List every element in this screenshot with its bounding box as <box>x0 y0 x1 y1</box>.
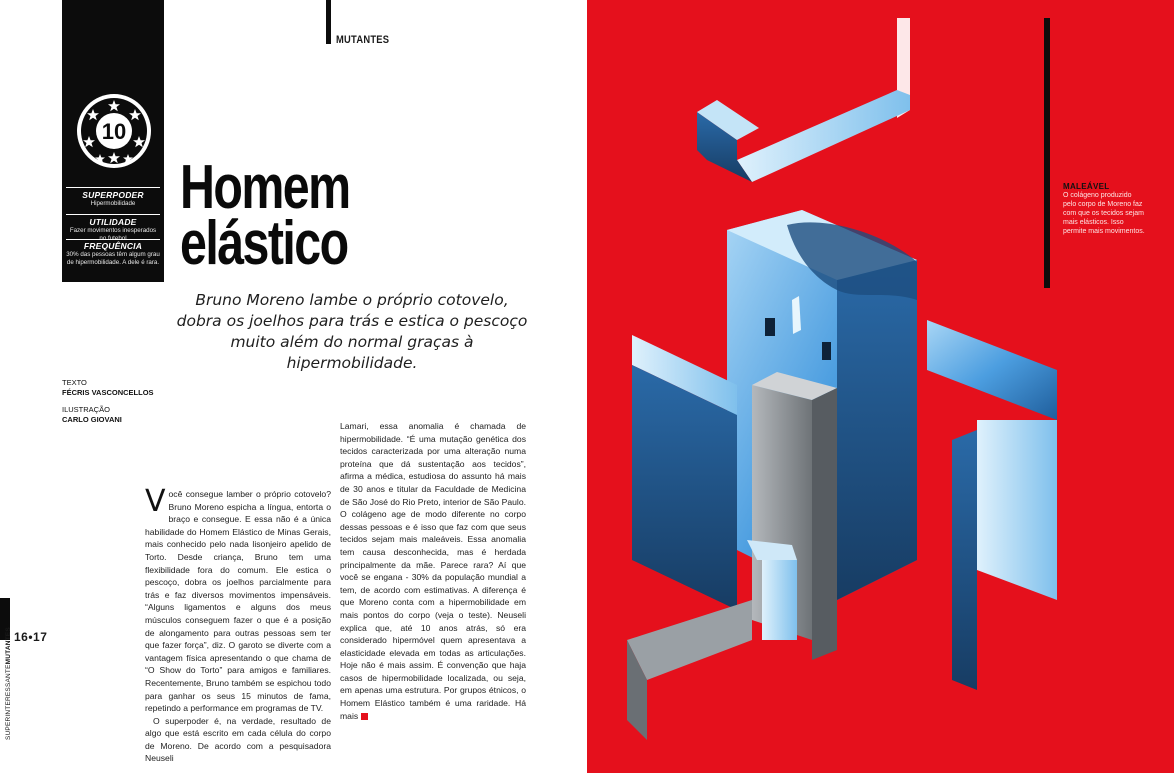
info-divider <box>66 239 160 240</box>
section-label: MUTANTES <box>336 34 390 46</box>
info-box <box>62 0 164 282</box>
info-value: Hipermobilidade <box>90 200 136 207</box>
credit-name: FÉCRIS VASCONCELLOS <box>62 387 154 397</box>
info-value: 30% das pessoas têm algum grau de hipermobilidade. A dele é rara. <box>66 251 160 266</box>
body-column-1 <box>145 484 331 765</box>
body-paragraph <box>145 484 331 715</box>
credit-name: CARLO GIOVANI <box>62 414 122 424</box>
section-marker <box>326 0 331 44</box>
caption-text: O colágeno produzido pelo corpo de Moreno faz com que os tecidos sejam mais elásticos. Isso permite mais movimentos. <box>1063 192 1145 235</box>
page-numbers: 16•17 <box>14 630 48 644</box>
credit-text <box>62 378 154 397</box>
ranking-badge <box>75 92 153 170</box>
end-mark-icon <box>361 713 368 720</box>
paragraph-text: ocê consegue lamber o próprio cotovelo? Bruno Moreno espicha a língua, entorta o braço e consegue. E essa não é a única habilidade do Homem Elástico de Minas Gerais, mais conhecido pelo nada lisonjeiro apelido de Torto. Desde criança, Bruno tem uma flexibilidade fora do comum. Ele estica o pescoço, dobra os joelhos parcialmente para trás e faz diversos movimentos impensáveis. “Alguns ligamentos e alguns dos meus músculos conseguem fazer o que é a posição de alongamento para outras pessoas sem ter que fazer força”, diz. O garoto se diverte com a vantagem física apresentando o que chama de “O Show do Torto” para amigos e familiares. Recentemente, Bruno também se espichou todo para ganhar os seus 15 minutos de fama, repetindo a performance em programas de TV. <box>145 489 331 714</box>
paragraph-text: Lamari, essa anomalia é chamada de hipermobilidade. “É uma mutação genética dos tecidos caracterizada por uma alteração numa proteína que dá sustentação aos tecidos”, afirma a médica, estudiosa do assunto há mais de 30 anos e titular da Faculdade de Medicina de São José do Rio Preto, interior de São Paulo. O colágeno age de modo diferente no corpo dessas pessoas e é isso que faz com que seus tecidos sejam mais maleáveis. Essa anomalia tem causa desconhecida, mas é herdada principalmente da mãe. Parece rara? Aí que você se engana - 30% da população mundial a tem, de acordo com estimativas. A diferença é que Moreno conta com a hipermobilidade em mais pontos do corpo (veja o teste). Neuseli explica que, até 10 anos atrás, só era considerado hipermóvel quem apresentava a elasticidade elevada em todas as articulações. Hoje não é mais assim. É convenção que haja casos de hipermobilidade localizada, ou seja, em apenas uma estrutura. Por grupos étnicos, o Homem Elástico também é uma raridade. Há mais <box>340 421 526 721</box>
headline-line-2: elástico <box>180 209 348 278</box>
caption-marker <box>1044 18 1050 288</box>
illustration <box>587 0 1174 773</box>
body-column-2 <box>340 420 526 722</box>
info-divider <box>66 187 160 188</box>
illustration-caption <box>1063 182 1145 236</box>
info-title: UTILIDADE <box>89 217 137 227</box>
deck: Bruno Moreno lambe o próprio cotovelo, dobra os joelhos para trás e estica o pescoço muito além do normal graças à hipermobilidade. <box>176 291 528 372</box>
credit-role: ILUSTRAÇÃO <box>62 405 110 414</box>
caption-title: MALEÁVEL <box>1063 182 1110 191</box>
badge-number: 10 <box>101 119 127 144</box>
credit-role: TEXTO <box>62 378 87 387</box>
info-title: SUPERPODER <box>82 190 144 200</box>
info-title: FREQUÊNCIA <box>83 241 143 251</box>
headline-line-1: Homem <box>180 153 350 222</box>
credit-illustration <box>62 405 122 424</box>
info-row-superpoder <box>62 190 164 208</box>
running-head <box>5 627 12 740</box>
body-paragraph <box>340 420 526 722</box>
info-value: Fazer movimentos inesperados <box>69 227 157 234</box>
info-divider <box>66 214 160 215</box>
body-paragraph: O superpoder é, na verdade, resultado de algo que está escrito em cada célula do corpo de Moreno. De acordo com a pesquisadora Neuseli <box>145 715 331 764</box>
running-head-section: MUTANTES <box>5 627 12 665</box>
dropcap: V <box>145 484 166 519</box>
running-head-magazine: SUPERINTERESSANTE <box>5 664 12 740</box>
right-page <box>587 0 1174 773</box>
star-ring-icon <box>75 92 153 170</box>
info-row-frequencia <box>62 241 164 267</box>
headline <box>180 153 350 278</box>
